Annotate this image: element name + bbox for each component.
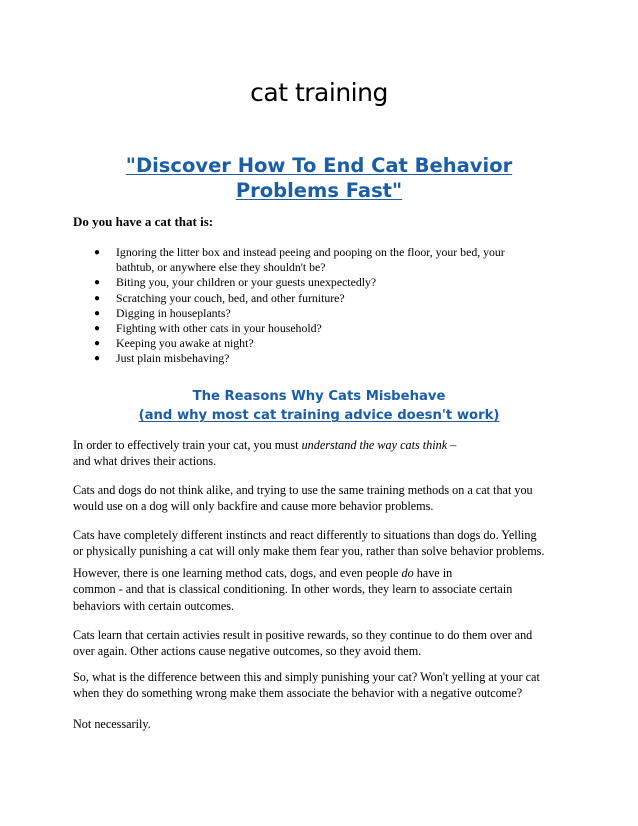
paragraph-1: In order to effectively train your cat, you must understand the way cats think – and what drives their actions. bbox=[73, 438, 457, 469]
headline-line-2: Problems Fast" bbox=[235, 179, 403, 202]
list-item-text-cont: bathtub, or anywhere else they shouldn't be? bbox=[116, 260, 326, 275]
bullet-icon: ● bbox=[94, 292, 101, 304]
paragraph-2: Cats and dogs do not think alike, and trying to use the same training methods on a cat that you would use on a dog will only backfire and cause more behavior problems. bbox=[73, 483, 533, 514]
bullet-icon: ● bbox=[94, 307, 101, 319]
list-item-text: Just plain misbehaving? bbox=[116, 351, 230, 366]
headline-line-1: "Discover How To End Cat Behavior bbox=[125, 154, 513, 177]
list-item bbox=[93, 306, 533, 321]
section-heading-line-1: The Reasons Why Cats Misbehave bbox=[192, 389, 446, 404]
section-heading-line-2: (and why most cat training advice doesn't work) bbox=[138, 408, 500, 423]
bullet-icon: ● bbox=[94, 338, 101, 350]
list-item bbox=[93, 336, 533, 351]
bullet-icon: ● bbox=[94, 323, 101, 335]
intro-question: Do you have a cat that is: bbox=[73, 214, 214, 229]
list-item bbox=[93, 291, 533, 306]
list-item bbox=[93, 275, 533, 290]
list-item bbox=[93, 351, 533, 366]
list-item-text: Digging in houseplants? bbox=[116, 305, 231, 320]
list-item-text: Ignoring the litter box and instead peeing and pooping on the floor, your bed, your bbox=[116, 245, 505, 259]
behavior-list bbox=[93, 245, 533, 367]
list-item-text: Biting you, your children or your guests unexpectedly? bbox=[116, 275, 377, 290]
paragraph-7: Not necessarily. bbox=[73, 717, 151, 731]
headline-link[interactable] bbox=[80, 153, 558, 203]
paragraph-5: Cats learn that certain activies result in positive rewards, so they continue to do them over and over again. Other actions cause negative outcomes, so they avoid them. bbox=[73, 628, 533, 659]
paragraph-3: Cats have completely different instincts and react differently to situations than dogs do. Yelling or physically punishing a cat will only make them fear you, rather than solve behavior problems. bbox=[73, 528, 545, 559]
bullet-icon: ● bbox=[94, 277, 101, 289]
list-item-text: Keeping you awake at night? bbox=[116, 336, 254, 351]
bullet-icon: ● bbox=[94, 353, 101, 365]
list-item-text: Fighting with other cats in your household? bbox=[116, 321, 322, 336]
list-item bbox=[93, 321, 533, 336]
paragraph-6: So, what is the difference between this and simply punishing your cat? Won't yelling at your cat when they do something wrong make them associate the behavior with a negative outcome? bbox=[73, 670, 540, 701]
bullet-icon: ● bbox=[94, 247, 101, 258]
list-item bbox=[93, 245, 533, 275]
section-heading[interactable] bbox=[70, 387, 568, 425]
paragraph-4: However, there is one learning method cats, dogs, and even people do have in common - and that is classical conditioning. In other words, they learn to associate certain behaviors with certain outcomes. bbox=[73, 566, 513, 613]
list-item-text: Scratching your couch, bed, and other furniture? bbox=[116, 290, 345, 305]
document-title: cat training bbox=[250, 78, 388, 107]
